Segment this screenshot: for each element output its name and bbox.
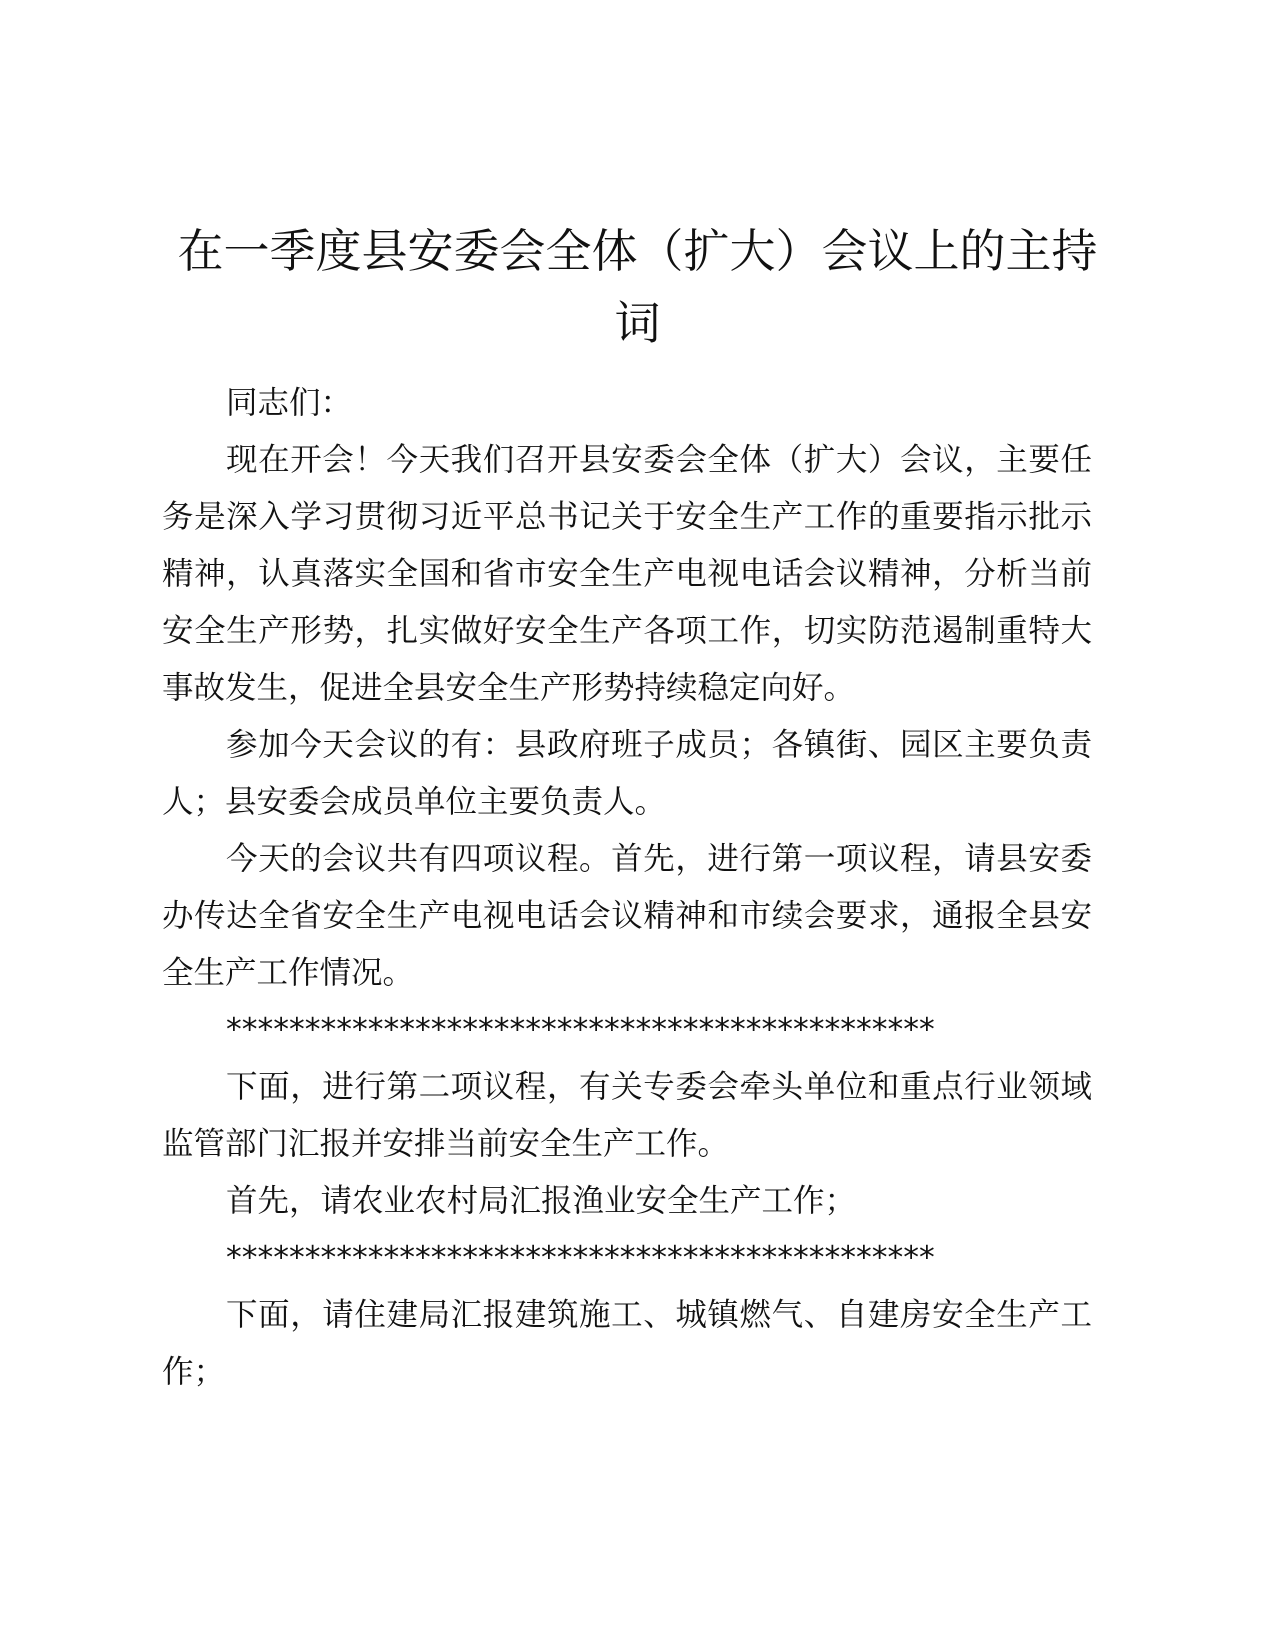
separator-line: ********************************************* xyxy=(226,1240,935,1276)
salutation: 同志们： xyxy=(226,385,353,421)
attendees-paragraph: 参加今天会议的有：县政府班子成员；各镇街、园区主要负责人；县安委会成员单位主要负责人。 xyxy=(162,727,1092,820)
document-body xyxy=(162,375,1092,1401)
agenda-item-2-paragraph: 下面，进行第二项议程，有关专委会牵头单位和重点行业领域监管部门汇报并安排当前安全生产工作。 xyxy=(162,1069,1092,1162)
agriculture-report-paragraph: 首先，请农业农村局汇报渔业安全生产工作； xyxy=(226,1183,857,1219)
opening-paragraph: 现在开会！今天我们召开县安委会全体（扩大）会议，主要任务是深入学习贯彻习近平总书记关于安全生产工作的重要指示批示精神，认真落实全国和省市安全生产电视电话会议精神，分析当前安全生产形势，扎实做好安全生产各项工作，切实防范遏制重特大事故发生，促进全县安全生产形势持续稳定向好。 xyxy=(162,442,1092,706)
housing-report-paragraph: 下面，请住建局汇报建筑施工、城镇燃气、自建房安全生产工作； xyxy=(162,1297,1092,1390)
separator-line: ********************************************* xyxy=(226,1012,935,1048)
document-title: 在一季度县安委会全体（扩大）会议上的主持词 xyxy=(177,224,1098,350)
agenda-item-1-paragraph: 今天的会议共有四项议程。首先，进行第一项议程，请县安委办传达全省安全生产电视电话会议精神和市续会要求，通报全县安全生产工作情况。 xyxy=(162,841,1092,991)
